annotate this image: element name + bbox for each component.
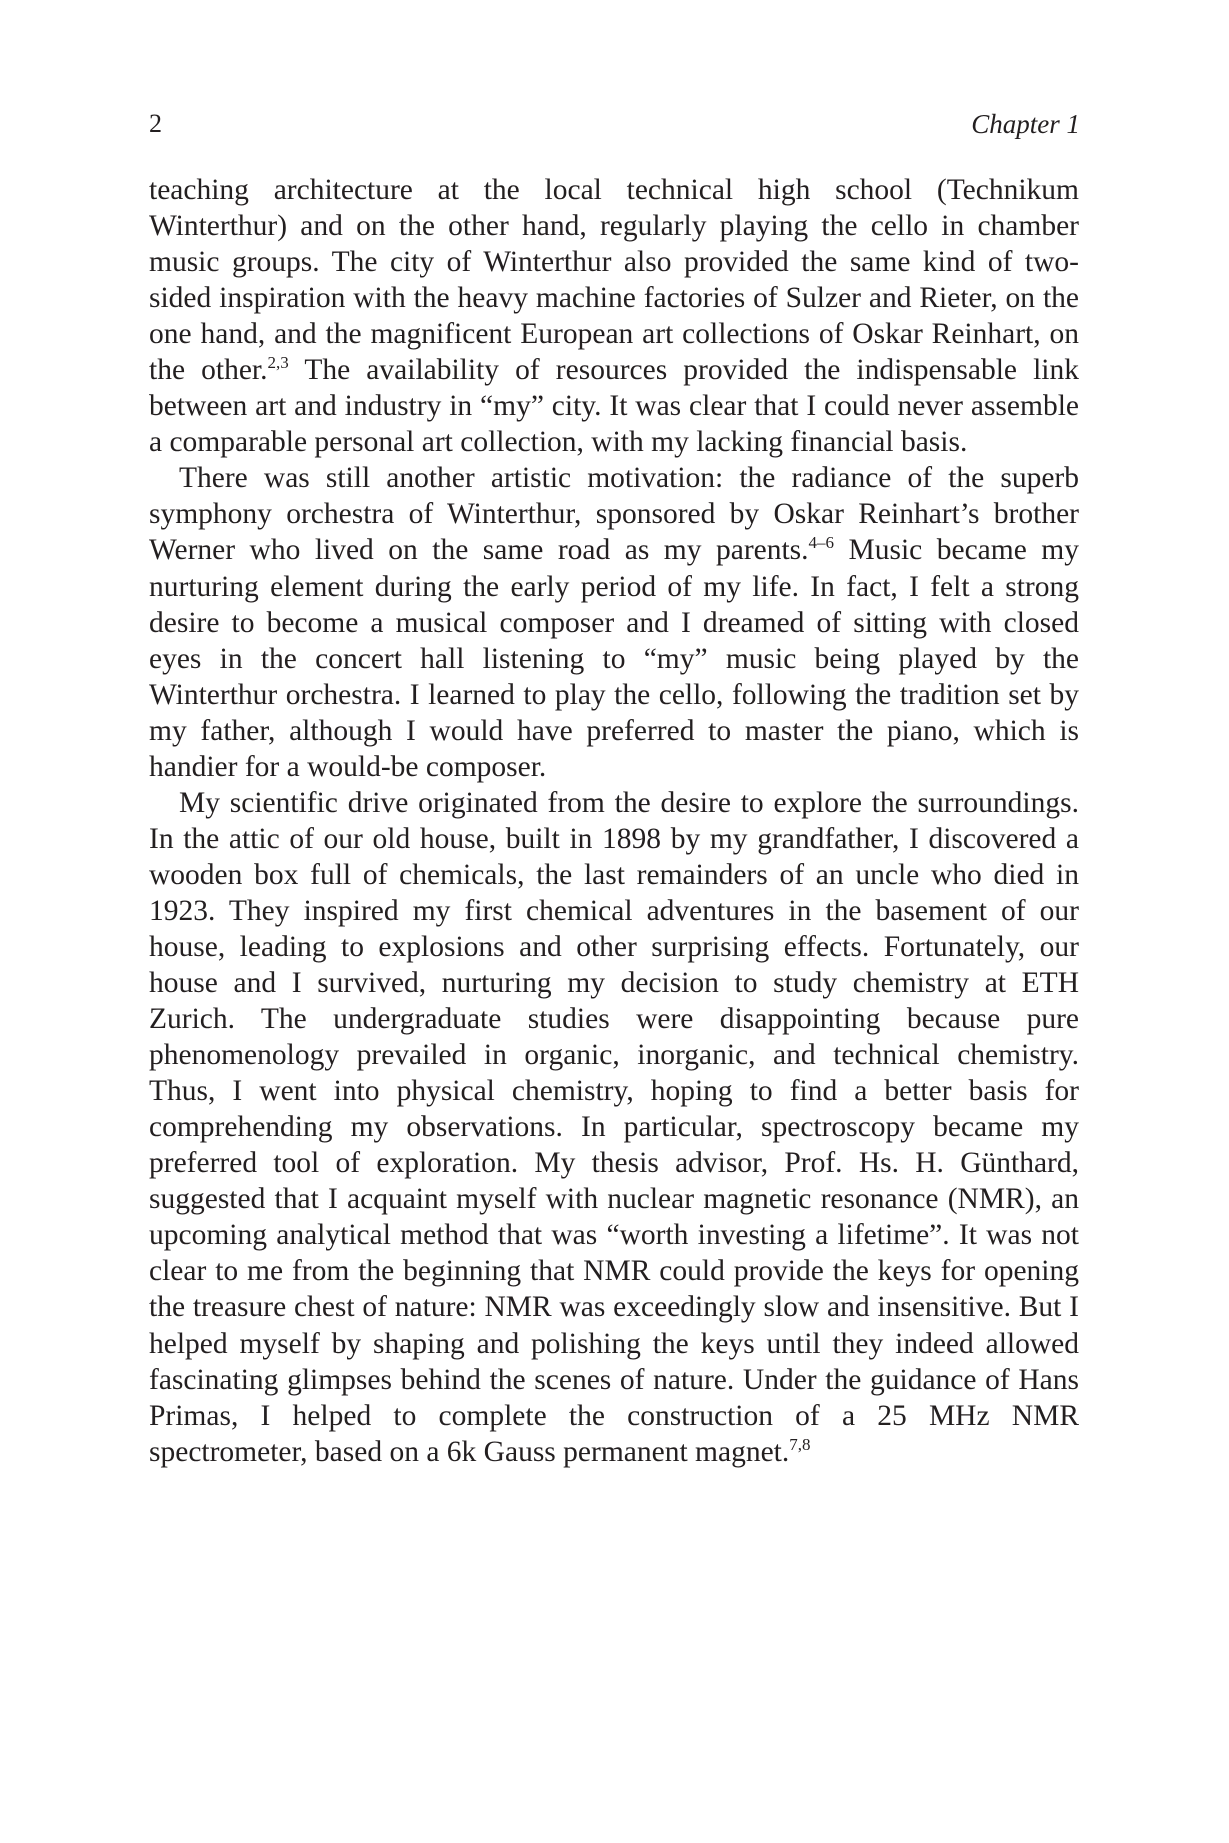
citation-superscript: 4–6	[808, 533, 835, 553]
paragraph-text: My scientific drive originated from the desire to explore the surroundings. In the attic of our old house, built in 1898 by my grandfather, I discovered a wooden box full of chemicals, the last remainders of an uncle who died in 1923. They inspired my first chemical adventures in the basement of our house, leading to explosions and other surprising effects. Fortunately, our house and I survived, nurturing my decision to study chemistry at ETH Zurich. The undergraduate studies were disappointing because pure phenomenology prevailed in organic, inorganic, and technical chemistry. Thus, I went into physical chemistry, hoping to find a better basis for comprehending my observations. In particular, spectroscopy became my preferred tool of exploration. My thesis advisor, Prof. Hs. H. Günthard, suggested that I acquaint myself with nuclear magnetic resonance (NMR), an upcoming analytical method that was “worth investing a lifetime”. It was not clear to me from the beginning that NMR could provide the keys for opening the treasure chest of nature: NMR was exceedingly slow and insensitive. But I helped myself by shaping and polishing the keys until they indeed allowed fascinating glimpses behind the scenes of nature. Under the guidance of Hans Primas, I helped to complete the construction of a 25 MHz NMR spectrometer, based on a 6k Gauss permanent magnet.	[149, 786, 1079, 1468]
paragraph-text: The availability of resources provided the indispensable link between art and industry in “my” city. It was clear that I could never assemble a comparable personal art collection, with my lacking financial basis.	[149, 354, 1079, 459]
citation-superscript: 2,3	[267, 353, 289, 373]
paragraph-text: Music became my nurturing element during the early period of my life. In fact, I felt a strong desire to become a musical composer and I dreamed of sitting with closed eyes in the concert hall listening to “my” music being played by the Winterthur orchestra. I learned to play the cello, following the tradition set by my father, although I would have preferred to master the piano, which is handier for a would-be composer.	[149, 534, 1079, 783]
paragraph-1	[149, 172, 1079, 460]
body-text	[149, 172, 1079, 1470]
paragraph-3	[149, 785, 1079, 1470]
citation-superscript: 7,8	[789, 1434, 811, 1454]
paragraph-text: There was still another artistic motivation: the radiance of the superb symphony orchestra of Winterthur, sponsored by Oskar Reinhart’s brother Werner who lived on the same road as my parents.	[149, 462, 1079, 567]
running-head: Chapter 1	[971, 109, 1080, 139]
page-number: 2	[149, 109, 162, 138]
paragraph-2	[149, 460, 1079, 784]
paragraph-text: teaching architecture at the local technical high school (Technikum Winterthur) and on the other hand, regularly playing the cello in chamber music groups. The city of Winterthur also provided the same kind of two-sided inspiration with the heavy machine factories of Sulzer and Rieter, on the one hand, and the magnificent European art collections of Oskar Reinhart, on the other.	[149, 174, 1079, 387]
